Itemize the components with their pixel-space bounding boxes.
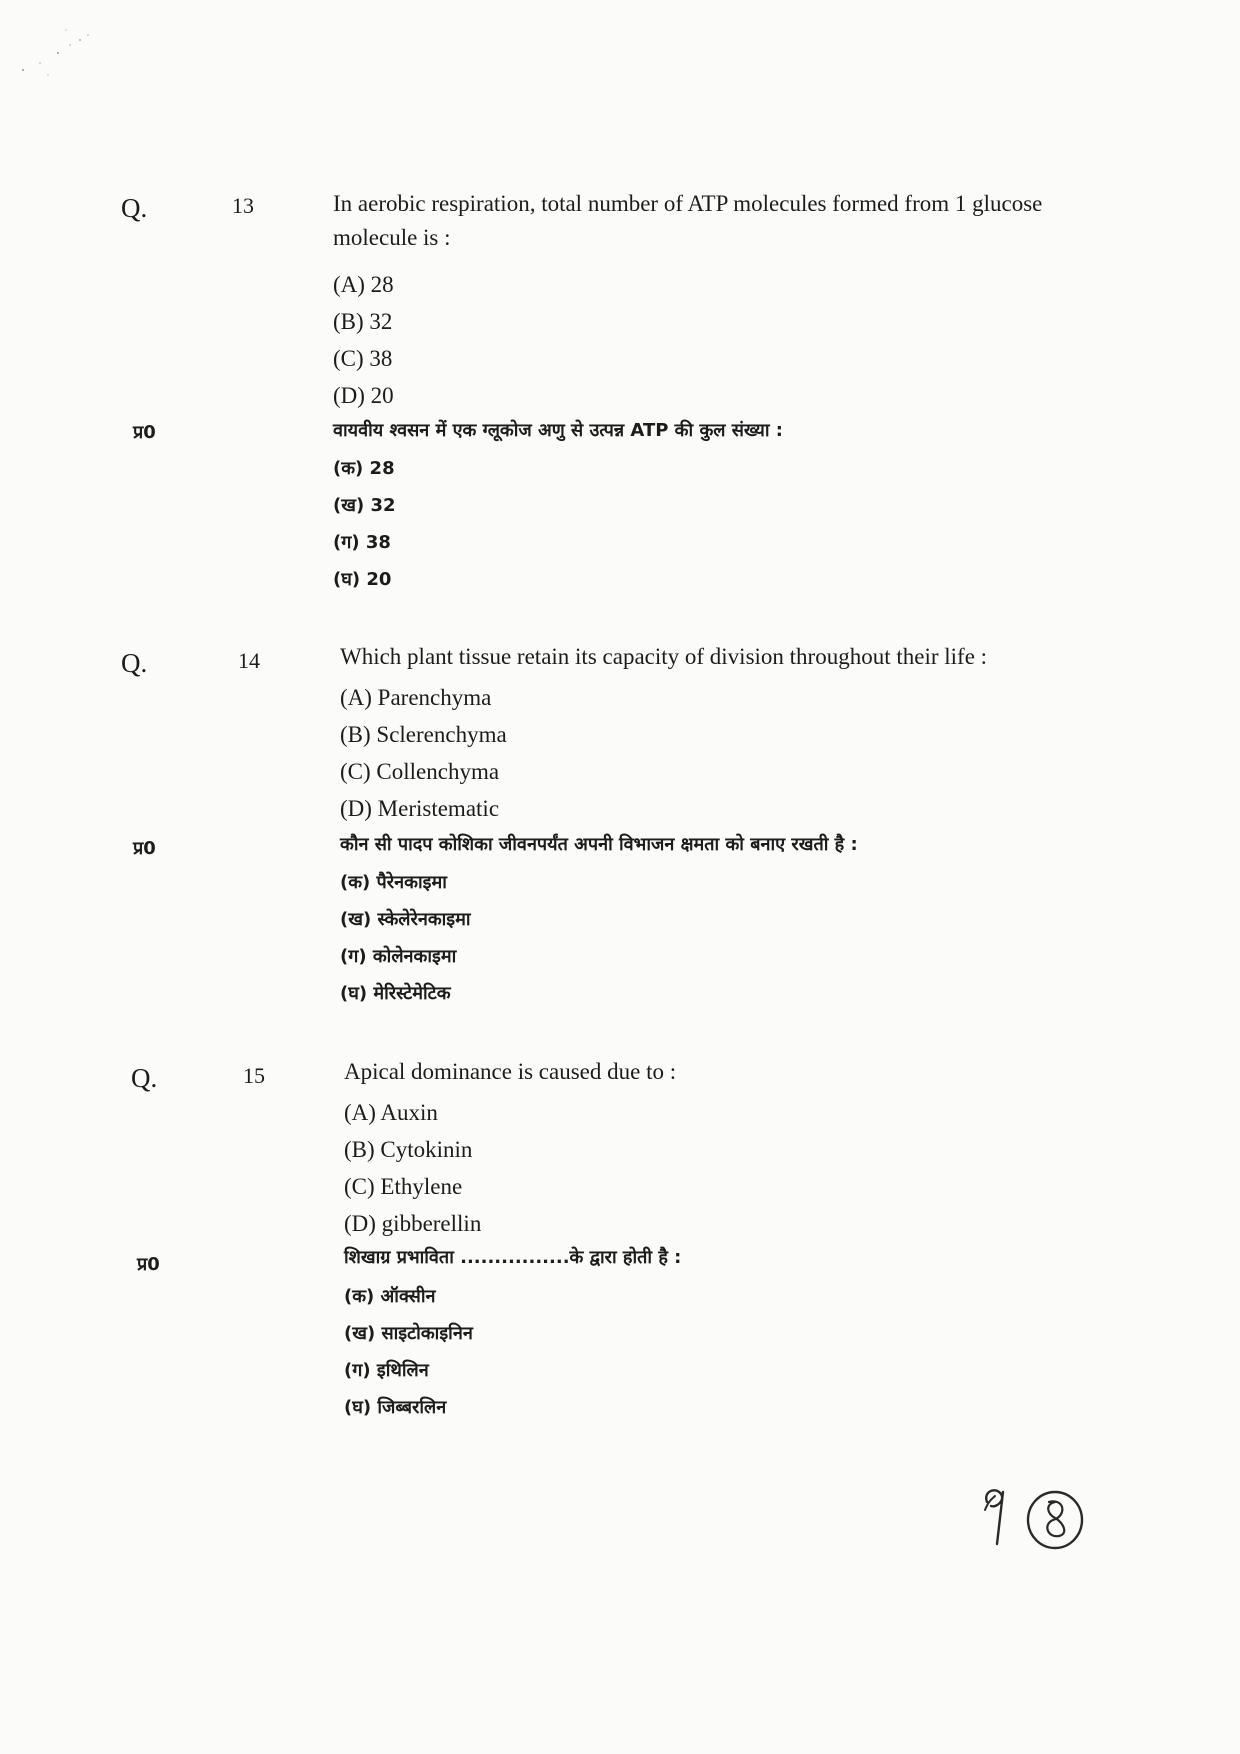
hindi-question-text: वायवीय श्वसन में एक ग्लूकोज अणु से उत्पन्न ATP की कुल संख्या : — [333, 420, 783, 441]
option-gha: (घ) 20 — [333, 569, 392, 590]
option-a: (A) 28 — [333, 272, 394, 297]
question-text: In aerobic respiration, total number of ATP molecules formed from 1 glucose molecule is : — [333, 191, 1043, 250]
options-hindi — [344, 1278, 473, 1426]
hindi-question-text: कौन सी पादप कोशिका जीवनपर्यंत अपनी विभाजन क्षमता को बनाए रखती है : — [340, 834, 858, 855]
option-c: (C) 38 — [333, 346, 393, 371]
hindi-question-label: प्र0 — [133, 838, 156, 859]
option-kha: (ख) स्केलेरेनकाइमा — [340, 909, 471, 930]
hindi-question-label: प्र0 — [133, 422, 156, 443]
option-b: (B) 32 — [333, 309, 393, 334]
option-kha: (ख) 32 — [333, 495, 396, 516]
option-a: (A) Auxin — [344, 1100, 438, 1125]
question-label: Q. — [121, 193, 148, 223]
question-number: 13 — [232, 193, 254, 218]
option-b: (B) Sclerenchyma — [340, 722, 507, 747]
handwritten-page-mark — [975, 1480, 1105, 1560]
option-gha: (घ) मेरिस्टेमेटिक — [340, 983, 451, 1004]
option-c: (C) Ethylene — [344, 1174, 463, 1199]
option-ga: (ग) कोलेनकाइमा — [340, 946, 457, 967]
option-c: (C) Collenchyma — [340, 759, 500, 784]
option-d: (D) gibberellin — [344, 1211, 482, 1236]
question-label: Q. — [121, 648, 148, 678]
question-text: Apical dominance is caused due to : — [344, 1059, 677, 1084]
options-english — [333, 266, 394, 414]
question-number: 15 — [243, 1063, 265, 1088]
scan-noise — [18, 25, 98, 85]
option-ga: (ग) 38 — [333, 532, 391, 553]
options-hindi — [333, 450, 396, 598]
option-gha: (घ) जिब्बरलिन — [344, 1397, 447, 1418]
option-b: (B) Cytokinin — [344, 1137, 473, 1162]
option-d: (D) 20 — [333, 383, 394, 408]
options-english — [344, 1094, 481, 1242]
option-d: (D) Meristematic — [340, 796, 500, 821]
question-label: Q. — [131, 1063, 158, 1093]
option-ka: (क) पैरेनकाइमा — [340, 872, 447, 893]
question-text: Which plant tissue retain its capacity of division throughout their life : — [340, 644, 988, 669]
option-ga: (ग) इथिलिन — [344, 1360, 429, 1381]
hindi-question-text: शिखाग्र प्रभाविता ................के द्वारा होती है : — [344, 1247, 682, 1268]
options-hindi — [340, 864, 471, 1012]
option-kha: (ख) साइटोकाइनिन — [344, 1323, 473, 1344]
question-number: 14 — [238, 648, 260, 673]
hindi-question-label: प्र0 — [137, 1254, 160, 1275]
options-english — [340, 679, 507, 827]
option-ka: (क) 28 — [333, 458, 395, 479]
option-ka: (क) ऑक्सीन — [344, 1286, 436, 1307]
option-a: (A) Parenchyma — [340, 685, 492, 710]
